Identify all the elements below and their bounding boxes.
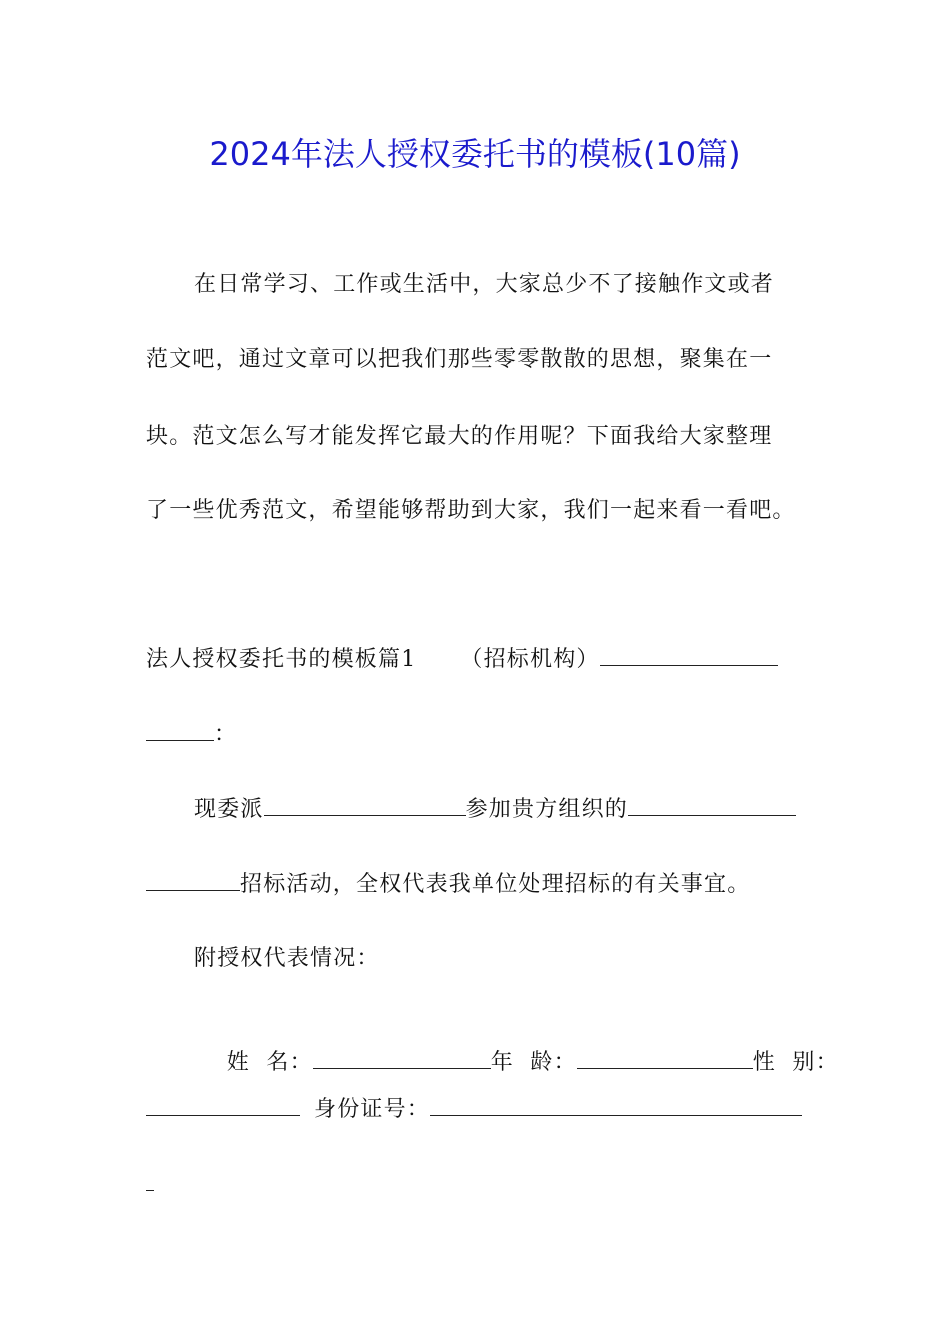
delegation-row-1 [194,795,858,825]
attach-label: 附授权代表情况： [194,946,380,971]
project-name-blank [628,795,796,816]
id-row [146,1095,810,1125]
intro-line-4: 了一些优秀范文，希望能够帮助到大家，我们一起来看一看吧。 [146,498,796,523]
intro-line-1: 在日常学习、工作或生活中，大家总少不了接触作文或者 [194,272,775,297]
delegate-name-blank [264,795,466,816]
addressee-label: （招标机构） [460,647,600,672]
intro-line-3: 块。范文怎么写才能发挥它最大的作用呢？下面我给大家整理 [146,424,773,449]
intro-line-2: 范文吧，通过文章可以把我们那些零零散散的思想，聚集在一 [146,347,773,372]
id-number-blank [430,1095,802,1116]
addressee-blank-continued [146,720,214,741]
id-number-blank-continued [146,1170,154,1191]
age-label: 年 龄： [490,1050,577,1075]
section-heading-row [146,645,810,675]
document-title: 2024年法人授权委托书的模板(10篇) [209,135,741,173]
delegation-end: 招标活动，全权代表我单位处理招标的有关事宜。 [240,872,751,897]
gender-blank [146,1095,300,1116]
addressee-colon: ： [214,722,238,747]
delegation-start: 现委派 [194,797,264,822]
gender-label: 性 别： [752,1050,839,1075]
delegation-mid: 参加贵方组织的 [465,797,629,822]
addressee-continuation-row [146,720,810,750]
section-heading: 法人授权委托书的模板篇1 [146,647,417,672]
delegation-row-2 [146,870,810,900]
name-blank [313,1048,491,1069]
id-label: 身份证号： [314,1097,431,1122]
addressee-blank [600,645,778,666]
id-row-continuation [146,1170,810,1200]
project-name-blank-continued [146,870,240,891]
age-blank [577,1048,753,1069]
name-label: 姓 名： [226,1050,313,1075]
